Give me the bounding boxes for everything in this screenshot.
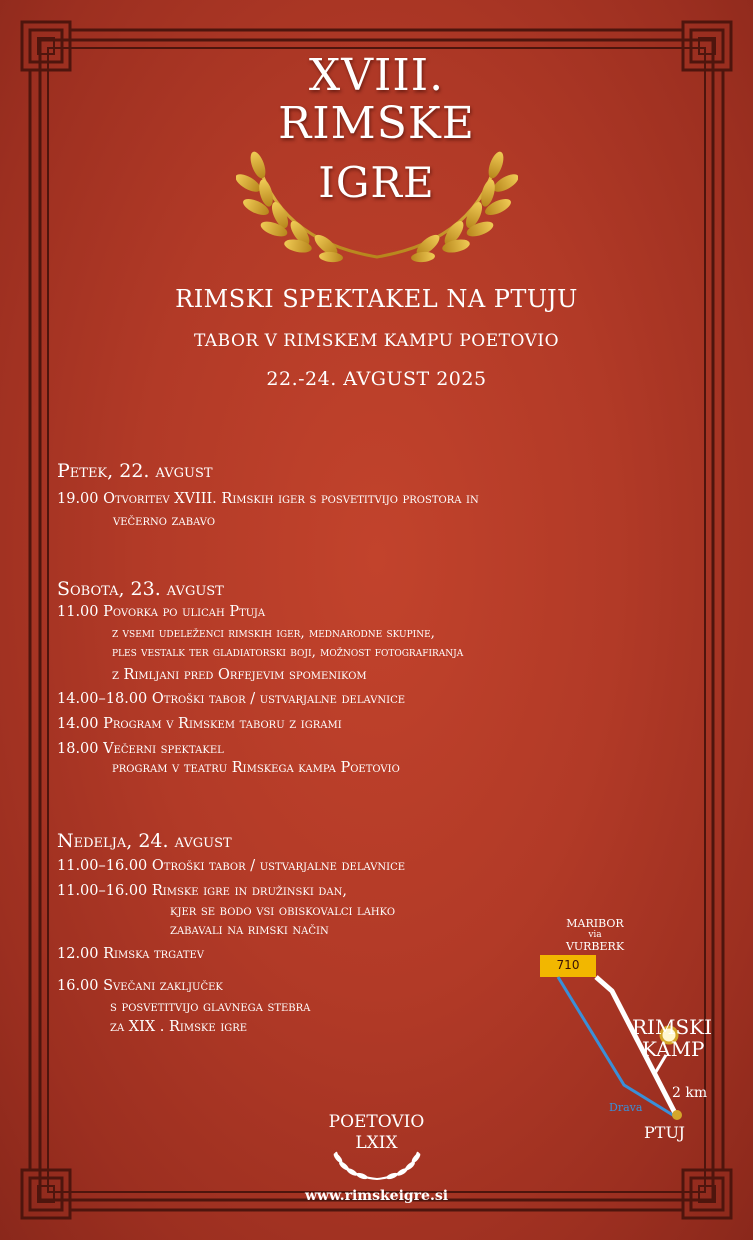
- logo-line-1: POETOVIO: [328, 1112, 425, 1132]
- map-camp-line1: RIMSKI: [632, 1015, 712, 1039]
- subtitle-secondary: TABOR V RIMSKEM KAMPU POETOVIO: [193, 331, 560, 351]
- saturday-event-3: 14.00 Program v Rimskem taboru z igrami: [57, 716, 342, 732]
- saturday-event-4-line2: program v teatru Rimskega kampa Poetovio: [112, 760, 400, 776]
- sunday-event-2-line1: 11.00–16.00 Rimske igre in družinski dan,: [57, 883, 348, 899]
- sunday-event-1: 11.00–16.00 Otroški tabor / ustvarjalne delavnice: [57, 858, 406, 874]
- sunday-event-2-line3: zabavali na rimski način: [170, 922, 329, 938]
- subtitle-main: RIMSKI SPEKTAKEL NA PTUJU: [175, 285, 578, 313]
- sunday-event-2-line2: kjer se bodo vsi obiskovalci lahko: [170, 903, 396, 919]
- map-distance: 2 km: [672, 1085, 708, 1101]
- map-via-label: via: [588, 930, 602, 940]
- subtitle-dates: 22.-24. AVGUST 2025: [266, 368, 487, 390]
- road-number: 710: [556, 958, 580, 972]
- sunday-event-4-line1: 16.00 Svečani zaključek: [57, 978, 223, 994]
- sunday-heading: Nedelja, 24. avgust: [57, 830, 232, 852]
- saturday-event-1-line4: z Rimljani pred Orfejevim spomenikom: [112, 667, 367, 683]
- saturday-heading: Sobota, 23. avgust: [57, 578, 224, 600]
- title-line-3: IGRE: [318, 158, 435, 207]
- title-line-1: XVIII.: [308, 50, 445, 101]
- sunday-event-4-line3: za XIX . Rimske igre: [110, 1019, 248, 1035]
- sunday-event-3: 12.00 Rimska trgatev: [57, 946, 205, 962]
- map-maribor-label: MARIBOR: [566, 917, 624, 930]
- title-line-2: RIMSKE: [278, 98, 475, 149]
- saturday-event-1-line3: ples vestalk ter gladiatorski boji, možnost fotografiranja: [112, 644, 464, 660]
- saturday-event-2: 14.00–18.00 Otroški tabor / ustvarjalne delavnice: [57, 691, 406, 707]
- map-town-label: PTUJ: [644, 1123, 685, 1142]
- friday-event-1-line2: večerno zabavo: [113, 513, 216, 529]
- small-laurel-icon: [330, 1148, 424, 1182]
- saturday-event-1-line2: z vsemi udeleženci rimskih iger, mednarodne skupine,: [112, 625, 435, 641]
- sunday-event-4-line2: s posvetitvijo glavnega stebra: [110, 999, 311, 1015]
- map-river-label: Drava: [609, 1101, 643, 1114]
- friday-event-1-line1: 19.00 Otvoritev XVIII. Rimskih iger s posvetitvijo prostora in: [57, 491, 479, 507]
- map-vurberk-label: VURBERK: [565, 940, 625, 953]
- laurel-wreath-icon: [236, 145, 518, 265]
- saturday-event-1-line1: 11.00 Povorka po ulicah Ptuja: [57, 604, 266, 620]
- logo-line-2: LXIX: [355, 1133, 398, 1153]
- saturday-event-4-line1: 18.00 Večerni spektakel: [57, 741, 224, 757]
- map-camp-line2: KAMP: [642, 1037, 705, 1061]
- friday-heading: Petek, 22. avgust: [57, 460, 213, 482]
- website-link[interactable]: www.rimskeigre.si: [304, 1188, 449, 1204]
